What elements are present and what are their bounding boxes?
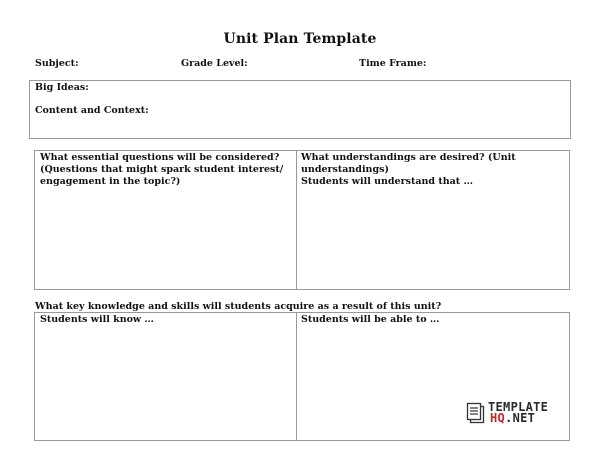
essential-questions-prompt: What essential questions will be considered? (Questions that might spark student interest/ engagement in the topic?) <box>40 152 284 187</box>
column-divider <box>296 151 297 289</box>
logo-line-1: TEMPLATE <box>488 400 549 414</box>
subject-label: Subject: <box>35 58 79 69</box>
content-context-label: Content and Context: <box>35 105 149 116</box>
logo-suffix: .NET <box>505 411 536 425</box>
overview-box <box>29 80 571 139</box>
questions-table <box>34 150 570 290</box>
students-will-know: Students will know … <box>40 314 154 325</box>
page-title: Unit Plan Template <box>223 31 377 47</box>
students-will-be-able-to: Students will be able to … <box>301 314 440 325</box>
understandings-question: What understandings are desired? (Unit understandings) <box>301 152 516 175</box>
column-divider <box>296 313 297 440</box>
templatehq-watermark <box>466 402 548 424</box>
knowledge-heading: What key knowledge and skills will students acquire as a result of this unit? <box>35 301 442 312</box>
time-frame-label: Time Frame: <box>359 58 427 69</box>
big-ideas-label: Big Ideas: <box>35 82 89 93</box>
document-stack-icon <box>466 402 486 424</box>
grade-level-label: Grade Level: <box>181 58 248 69</box>
understandings-prompt <box>301 152 566 188</box>
logo-accent: HQ <box>490 411 506 425</box>
understandings-lead: Students will understand that … <box>301 176 474 187</box>
